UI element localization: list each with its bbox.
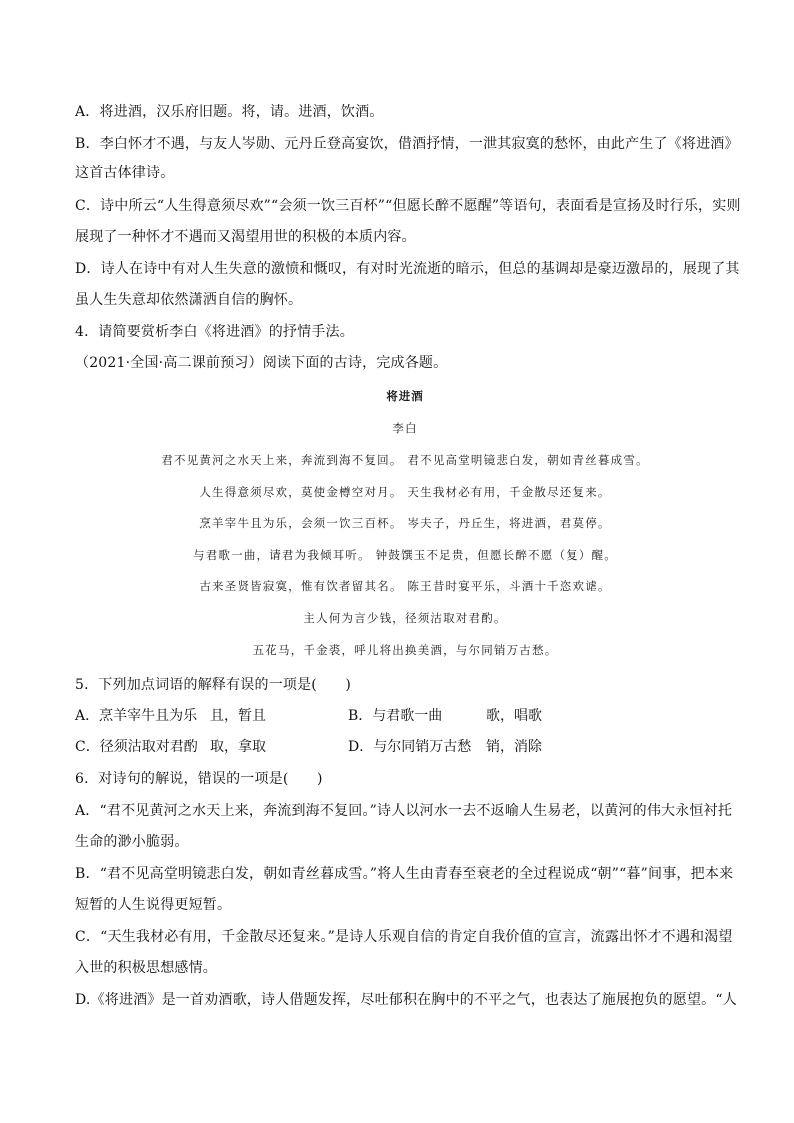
q5-option-c-note: 取，拿取 — [210, 739, 266, 755]
q5-option-b-text: B．与君歌一曲 — [348, 708, 443, 724]
q5-stem: 5．下列加点词语的解释有误的一项是( ) — [75, 677, 352, 693]
q5-option-b-note: 歌，唱歌 — [486, 708, 542, 724]
q6-option-a-line2: 生命的渺小脆弱。 — [75, 834, 189, 850]
q5-option-a-text: A．烹羊宰牛且为乐 — [75, 708, 198, 724]
poem-author: 李白 — [392, 421, 418, 435]
q3-option-b-line2: 这首古体律诗。 — [75, 165, 175, 181]
q6-option-b-line1: B．“君不见高堂明镜悲白发，朝如青丝暮成雪。”将人生由青春至衰老的全过程说成“朝”“暮”间事，把本来 — [75, 866, 734, 882]
poem-title: 将进酒 — [386, 389, 424, 403]
q6-option-c-line1: C．“天生我材必有用，千金散尽还复来。”是诗人乐观自信的肯定自我价值的宣言，流露出怀才不遇和渴望 — [75, 929, 733, 945]
q6-option-d-line1: D.《将进酒》是一首劝酒歌，诗人借题发挥，尽吐郁积在胸中的不平之气，也表达了施展抱负的愿望。“人 — [75, 992, 737, 1008]
q6-option-a-line1: A．“君不见黄河之水天上来，奔流到海不复回。”诗人以河水一去不返喻人生易老，以黄河的伟大永恒衬托 — [75, 803, 733, 819]
poem-line-5: 古来圣贤皆寂寞，惟有饮者留其名。 陈王昔时宴平乐，斗酒十千恣欢谑。 — [199, 579, 611, 593]
q5-option-a-note: 且，暂且 — [210, 708, 266, 724]
q3-option-c-line1: C．诗中所云“人生得意须尽欢”“会须一饮三百杯”“但愿长醉不愿醒”等语句，表面看是宣扬及时行乐，实则 — [75, 198, 741, 214]
poem-line-4: 与君歌一曲，请君为我倾耳听。 钟鼓馔玉不足贵，但愿长醉不愿（复）醒。 — [193, 548, 617, 562]
q3-option-a: A．将进酒，汉乐府旧题。将，请。进酒，饮酒。 — [75, 104, 384, 120]
poem-line-7: 五花马，千金裘，呼儿将出换美酒，与尔同销万古愁。 — [252, 643, 558, 657]
q6-option-b-line2: 短暂的人生说得更短暂。 — [75, 897, 232, 913]
q3-option-d-line2: 虽人生失意却依然潇洒自信的胸怀。 — [75, 292, 303, 308]
poem-line-6: 主人何为言少钱，径须沽取对君酌。 — [303, 611, 507, 625]
q5-option-d-text: D．与尔同销万古愁 — [348, 739, 472, 755]
poem-line-2: 人生得意须尽欢，莫使金樽空对月。 天生我材必有用，千金散尽还复来。 — [199, 485, 611, 499]
q3-option-b-line1: B．李白怀才不遇，与友人岑勋、元丹丘登高宴饮，借酒抒情，一泄其寂寞的愁怀，由此产生了《将进酒》 — [75, 136, 739, 152]
q5-option-c-text: C．径须沽取对君酌 — [75, 739, 198, 755]
poem-line-1: 君不见黄河之水天上来，奔流到海不复回。 君不见高堂明镜悲白发，朝如青丝暮成雪。 — [161, 453, 649, 467]
poem-line-3: 烹羊宰牛且为乐，会须一饮三百杯。 岑夫子，丹丘生，将进酒，君莫停。 — [199, 516, 611, 530]
q4-stem: 4．请简要赏析李白《将进酒》的抒情手法。 — [75, 324, 354, 340]
q6-stem: 6．对诗句的解说，错误的一项是( ) — [75, 771, 323, 787]
q6-option-c-line2: 入世的积极思想感情。 — [75, 960, 217, 976]
q3-option-c-line2: 展现了一种怀才不遇而又渴望用世的积极的本质内容。 — [75, 229, 416, 245]
q3-option-d-line1: D．诗人在诗中有对人生失意的激愤和慨叹，有对时光流逝的暗示，但总的基调却是豪迈激昂的，展现了其 — [75, 261, 740, 277]
passage-source: （2021·全国·高二课前预习）阅读下面的古诗，完成各题。 — [75, 355, 448, 371]
q5-option-d-note: 销，消除 — [486, 739, 542, 755]
